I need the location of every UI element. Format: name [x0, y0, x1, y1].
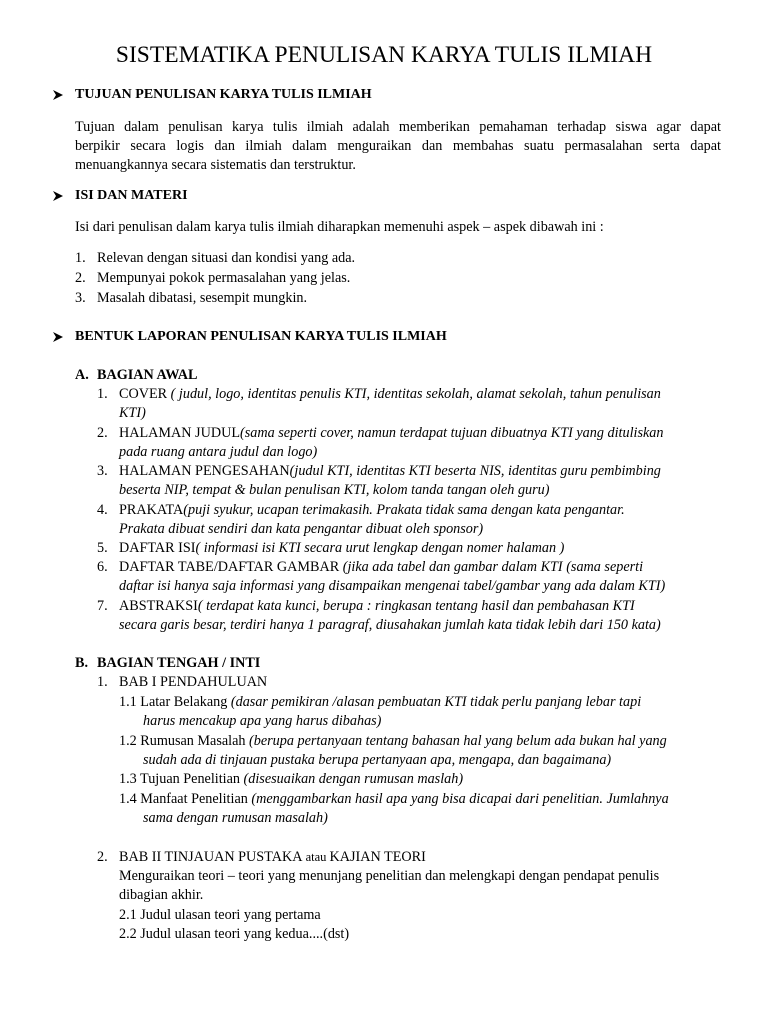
item-desc-cont: harus mencakup apa yang harus dibahas) — [143, 713, 382, 729]
arrow-bullet-icon — [52, 331, 64, 343]
awal-item-halaman-judul: HALAMAN JUDUL(sama seperti cover, namun terdapat tujuan dibuatnya KTI yang dituliskan — [119, 425, 664, 441]
list-item: Relevan dengan situasi dan kondisi yang ada. — [97, 250, 356, 266]
list-number: 3. — [75, 290, 86, 306]
arrow-bullet-icon — [52, 89, 64, 101]
tujuan-paragraph — [75, 118, 721, 175]
item-desc-cont: daftar isi hanya saja informasi yang disampaikan mengenai tabel/gambar yang ada dalam KTI) — [119, 578, 666, 594]
item-desc-cont: secara garis besar, terdiri hanya 1 paragraf, diusahakan jumlah kata tidak lebih dari 150 kata) — [119, 617, 661, 633]
awal-item-cover: COVER ( judul, logo, identitas penulis KTI, identitas sekolah, alamat sekolah, tahun penulisan — [119, 386, 661, 402]
list-number: 1. — [97, 386, 108, 402]
paragraph-line: Tujuan dalam penulisan karya tulis ilmiah adalah memberikan pemahaman terhadap siswa agar dapat — [75, 119, 721, 135]
list-number: 2. — [75, 270, 86, 286]
arrow-bullet-icon — [52, 190, 64, 202]
subsection-label: B. — [75, 655, 89, 671]
item-desc-cont: sama dengan rumusan masalah) — [143, 810, 328, 826]
list-number: 2. — [97, 425, 108, 441]
list-number: 3. — [97, 463, 108, 479]
bab2-desc: Menguraikan teori – teori yang menunjang penelitian dan melengkapi dengan pendapat penulis — [119, 868, 660, 884]
bab1-item-manfaat: 1.4 Manfaat Penelitian (menggambarkan hasil apa yang bisa dicapai dari penelitian. Jumlahnya — [119, 791, 669, 807]
paragraph-line: menuangkannya secara sistematis dan terstruktur. — [75, 157, 356, 173]
list-number: 5. — [97, 540, 108, 556]
paragraph-line: berpikir secara logis dan ilmiah dalam menguraikan dan membahas suatu permasalahan serta dapat — [75, 138, 721, 154]
list-number: 1. — [97, 674, 108, 690]
item-desc-cont: pada ruang antara judul dan logo) — [119, 444, 318, 460]
list-item: Masalah dibatasi, sesempit mungkin. — [97, 290, 308, 306]
bab1-item-latar: 1.1 Latar Belakang (dasar pemikiran /alasan pembuatan KTI tidak perlu panjang lebar tapi — [119, 694, 642, 710]
item-desc-cont: beserta NIP, tempat & bulan penulisan KTI, kolom tanda tangan oleh guru) — [119, 482, 550, 498]
bab1-title: BAB I PENDAHULUAN — [119, 674, 268, 690]
list-number: 2. — [97, 849, 108, 865]
list-item: Mempunyai pokok permasalahan yang jelas. — [97, 270, 351, 286]
awal-item-abstraksi: ABSTRAKSI( terdapat kata kunci, berupa : ringkasan tentang hasil dan pembahasan KTI — [119, 598, 635, 614]
item-desc-cont: Prakata dibuat sendiri dan kata pengantar dibuat oleh sponsor) — [119, 521, 484, 537]
list-number: 6. — [97, 559, 108, 575]
page-title: SISTEMATIKA PENULISAN KARYA TULIS ILMIAH — [115, 42, 653, 68]
list-number: 1. — [75, 250, 86, 266]
subsection-title-awal: BAGIAN AWAL — [97, 367, 198, 383]
section-heading-isi: ISI DAN MATERI — [75, 188, 188, 203]
bab1-item-tujuan: 1.3 Tujuan Penelitian (disesuaikan dengan rumusan maslah) — [119, 771, 464, 787]
section-heading-tujuan: TUJUAN PENULISAN KARYA TULIS ILMIAH — [75, 87, 372, 102]
bab1-item-rumusan: 1.2 Rumusan Masalah (berupa pertanyaan tentang bahasan hal yang belum ada bukan hal yang — [119, 733, 667, 749]
section-heading-bentuk: BENTUK LAPORAN PENULISAN KARYA TULIS ILMIAH — [75, 329, 447, 344]
awal-item-prakata: PRAKATA(puji syukur, ucapan terimakasih. Prakata tidak sama dengan kata pengantar. — [119, 502, 625, 518]
isi-intro: Isi dari penulisan dalam karya tulis ilmiah diharapkan memenuhi aspek – aspek dibawah ini : — [75, 219, 604, 235]
item-desc-cont: sudah ada di tinjauan pustaka berupa pertanyaan apa, mengapa, dan bagaimana) — [143, 752, 612, 768]
awal-item-daftar-isi: DAFTAR ISI( informasi isi KTI secara urut lengkap dengan nomer halaman ) — [119, 540, 565, 556]
bab2-item: 2.2 Judul ulasan teori yang kedua....(dst) — [119, 926, 350, 942]
awal-item-pengesahan: HALAMAN PENGESAHAN(judul KTI, identitas KTI beserta NIS, identitas guru pembimbing — [119, 463, 661, 479]
list-number: 4. — [97, 502, 108, 518]
subsection-label: A. — [75, 367, 89, 383]
list-number: 7. — [97, 598, 108, 614]
awal-item-daftar-tabel: DAFTAR TABE/DAFTAR GAMBAR (jika ada tabel dan gambar dalam KTI (sama seperti — [119, 559, 644, 575]
item-desc-cont: KTI) — [119, 405, 146, 421]
bab2-item: 2.1 Judul ulasan teori yang pertama — [119, 907, 321, 923]
bab2-title: BAB II TINJAUAN PUSTAKA atau KAJIAN TEORI — [119, 849, 426, 865]
subsection-title-tengah: BAGIAN TENGAH / INTI — [97, 655, 261, 671]
bab2-desc-cont: dibagian akhir. — [119, 887, 204, 903]
